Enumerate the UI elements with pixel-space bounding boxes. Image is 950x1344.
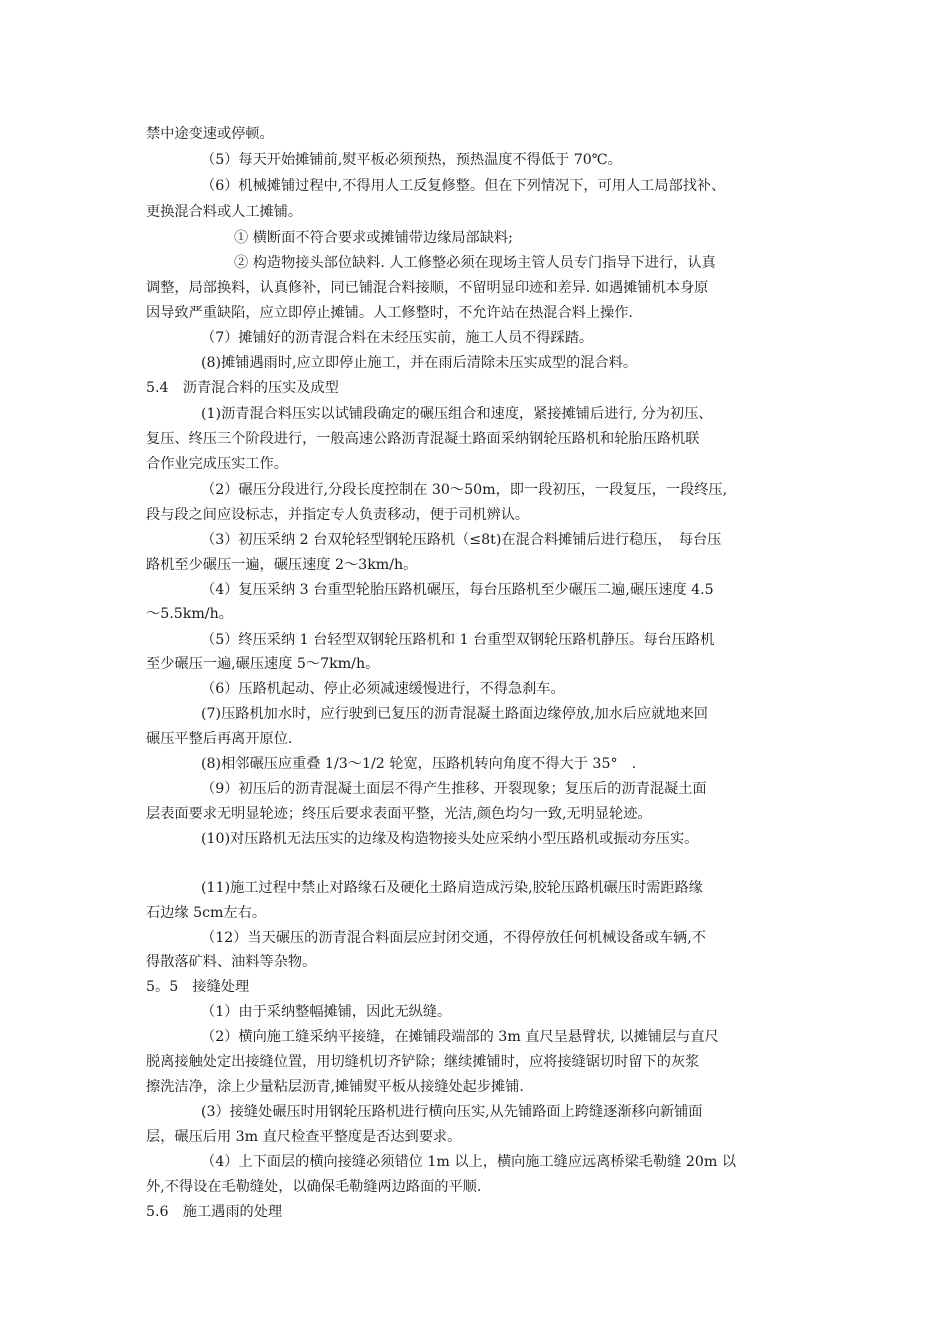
text-line: 至少碾压一遍,碾压速度 5～7km/h。 (146, 656, 380, 672)
text-line: 擦洗洁净，涂上少量粘层沥青,摊铺熨平板从接缝处起步摊铺. (146, 1079, 524, 1095)
text-line: ② 构造物接头部位缺料. 人工修整必须在现场主管人员专门指导下进行，认真 (234, 255, 716, 271)
text-line: 调整，局部换料，认真修补，同已铺混合料接顺，不留明显印迹和差异. 如遇摊铺机本身原 (146, 280, 709, 296)
text-line: 复压、终压三个阶段进行，一般高速公路沥青混凝土路面采纳钢轮压路机和轮胎压路机联 (146, 431, 700, 447)
text-line: （4）上下面层的横向接缝必须错位 1m 以上，横向施工缝应远离桥梁毛勒缝 20m 以 (201, 1154, 737, 1170)
text-line: 石边缘 5cm左右。 (146, 905, 267, 921)
text-line: 层，碾压后用 3m 直尺检查平整度是否达到要求。 (146, 1129, 462, 1145)
text-line: 合作业完成压实工作。 (146, 456, 288, 472)
text-line: （6）压路机起动、停止必须减速缓慢进行，不得急刹车。 (201, 681, 565, 697)
text-line: 外,不得设在毛勒缝处，以确保毛勒缝两边路面的平顺. (146, 1179, 482, 1195)
text-line: 禁中途变速或停顿。 (146, 126, 274, 142)
text-line: ～5.5km/h。 (146, 606, 233, 622)
text-line: 碾压平整后再离开原位. (146, 731, 293, 747)
text-line: （5）终压采纳 1 台轻型双钢轮压路机和 1 台重型双钢轮压路机静压。每台压路机 (201, 632, 715, 648)
text-line: 脱离接触处定出接缝位置，用切缝机切齐铲除；继续摊铺时，应将接缝锯切时留下的灰浆 (146, 1054, 700, 1070)
text-line: 段与段之间应设标志，并指定专人负责移动，便于司机辨认。 (146, 507, 530, 523)
text-line: 更换混合料或人工摊铺。 (146, 204, 303, 220)
text-line: (11)施工过程中禁止对路缘石及硬化土路肩造成污染,胶轮压路机碾压时需距路缘 (201, 880, 703, 896)
section-heading: 5。5 接缝处理 (146, 979, 250, 995)
text-line: （1）由于采纳整幅摊铺，因此无纵缝。 (201, 1004, 452, 1020)
text-line: ① 横断面不符合要求或摊铺带边缘局部缺料; (234, 230, 513, 246)
text-line: （9）初压后的沥青混凝土面层不得产生推移、开裂现象；复压后的沥青混凝土面 (201, 781, 707, 797)
text-line: 路机至少碾压一遍，碾压速度 2～3km/h。 (146, 557, 418, 573)
text-line: (3）接缝处碾压时用钢轮压路机进行横向压实,从先铺路面上跨缝逐渐移向新铺面 (201, 1104, 703, 1120)
text-line: （4）复压采纳 3 台重型轮胎压路机碾压，每台压路机至少碾压二遍,碾压速度 4.5 (201, 582, 714, 598)
text-line: 得散落矿料、油料等杂物。 (146, 954, 317, 970)
text-line: (10)对压路机无法压实的边缘及构造物接头处应采纳小型压路机或振动夯压实。 (201, 831, 699, 847)
text-line: (8)相邻碾压应重叠 1/3～1/2 轮宽，压路机转向角度不得大于 35° . (201, 756, 637, 772)
text-line: （2）碾压分段进行,分段长度控制在 30～50m，即一段初压，一段复压，一段终压, (201, 482, 728, 498)
text-line: （2）横向施工缝采纳平接缝，在摊铺段端部的 3m 直尺呈悬臂状, 以摊铺层与直尺 (201, 1029, 719, 1045)
section-heading: 5.4 沥青混合料的压实及成型 (146, 380, 339, 396)
text-line: (8)摊铺遇雨时,应立即停止施工，并在雨后清除未压实成型的混合料。 (201, 355, 638, 371)
section-heading: 5.6 施工遇雨的处理 (146, 1204, 283, 1220)
text-line: （5）每天开始摊铺前,熨平板必须预热，预热温度不得低于 70℃。 (201, 152, 622, 168)
text-line: 层表面要求无明显轮迹；终压后要求表面平整，光洁,颜色均匀一致,无明显轮迹。 (146, 806, 652, 822)
text-line: （7）摊铺好的沥青混合料在未经压实前，施工人员不得踩踏。 (201, 330, 594, 346)
text-line: (1)沥青混合料压实以试铺段确定的碾压组合和速度，紧接摊铺后进行, 分为初压、 (201, 406, 713, 422)
text-line: （6）机械摊铺过程中,不得用人工反复修整。但在下列情况下，可用人工局部找补、 (201, 178, 726, 194)
text-line: （3）初压采纳 2 台双轮轻型钢轮压路机（≤8t)在混合料摊铺后进行稳压， 每台压 (201, 532, 722, 548)
text-line: 因导致严重缺陷，应立即停止摊铺。人工修整时，不允许站在热混合料上操作. (146, 305, 633, 321)
text-line: (7)压路机加水时，应行驶到已复压的沥青混凝土路面边缘停放,加水后应就地来回 (201, 706, 708, 722)
text-line: （12）当天碾压的沥青混合料面层应封闭交通，不得停放任何机械设备或车辆,不 (201, 930, 706, 946)
